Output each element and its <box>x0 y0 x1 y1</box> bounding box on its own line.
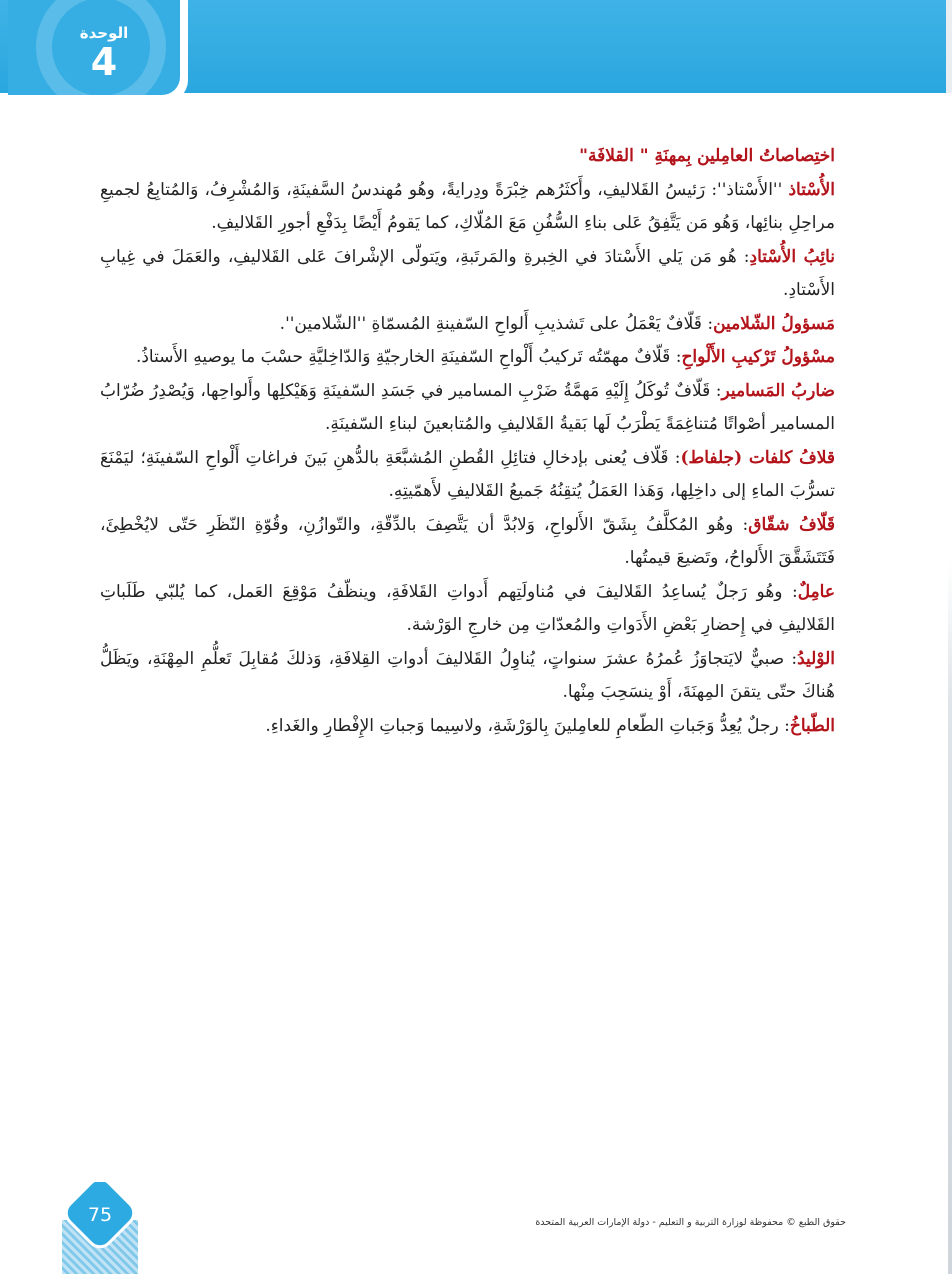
unit-number: 4 <box>90 40 118 84</box>
entry-text: : رجلٌ يُعِدُّ وَجَباتِ الطّعامِ للعامِلينَ بِالوَرْشَةِ، ولاسِيما وَجباتِ الإِفْطارِ والغَداءِ. <box>265 715 790 736</box>
page-badge <box>62 1182 138 1274</box>
entry-boy <box>100 643 835 710</box>
entry-text: : وهُو المُكلَّفُ بِشَقّ الأَلواحِ، وَلابُدَّ أن يَتَّصِفَ بالدِّقّةِ، والتّوازُنِ، وقُوّةِ النّظَرِ حَتّى لايُخْطِئَ، فَتَتَشَقَّقَ الأَلواحُ، وتَضيعَ قيمتُها. <box>100 514 835 568</box>
entry-splitter <box>100 509 835 576</box>
entry-ostadh <box>100 174 835 241</box>
entry-term: الوْليدُ <box>797 648 835 669</box>
entry-term: قَلّافُ شقّاق <box>748 514 836 535</box>
unit-tab <box>8 0 188 102</box>
entry-text: : صبيٌّ لايَتجاوَزُ عُمرُهُ عشرَ سنواتٍ، يُناوِلُ القَلاليفَ أدواتِ القِلافَةِ، وَذلكَ مُقابِلَ تَعلُّمِ المِهْنَةِ، ويَظَلُّ هُناكَ حتّى يتقنَ المِهنَةَ، أَوْ ينسَحِبَ مِنْها. <box>100 648 835 702</box>
entry-term: مسْؤولُ تَرْكيبِ الأَلْواحِ <box>681 347 835 367</box>
entry-text: : قَلّافٌ مهمّتُه تَركيبُ أَلْواحِ السّفينَةِ الخارجيّةِ وَالدّاخِليَّةِ حسْبَ ما يوصيهِ الأَستاذُ. <box>135 347 682 367</box>
entry-text: : وهُو رَجلٌ يُساعِدُ القَلاليفَ في مُناولَتِهم أَدواتِ القَلافَةِ، وينظّفُ مَوْقِعَ العَمل، كما يُلبّي طَلَباتِ القَلاليفِ في إِحضارِ بَعْضِ الأَدَواتِ والمُعدّاتِ مِن خارجِ الوَرْشة. <box>100 581 835 635</box>
entry-text: ''الأَسْتاذ'': رَئيسُ القَلاليفِ، وأَكثَرُهم خِبْرَةً ودِرايةً، وهُو مُهندسُ السَّفينَةِ، وَالمُشْرِفُ، وَالمُتابِعُ لجميعِ مراحِلِ بنائِها، وَهُو مَن يَتَّفِقُ عَلى بناءِ السُّفُنِ مَعَ المُلّاكِ، كما يَقومُ أَيْضًا بِدَفْعِ أجورِ القَلاليفِ. <box>100 179 835 233</box>
page-title: اختِصاصاتُ العامِلين بِمهنَةِ " القلافَة" <box>579 146 835 166</box>
entry-term: نائِبُ الأُسْتادِ <box>749 246 835 267</box>
entry-term: قلافُ كلفات (جلفاط) <box>680 447 835 468</box>
entry-shalamin <box>100 308 835 342</box>
entry-term: الأُسْتاذ <box>788 179 835 200</box>
entry-text: : قَلّاف يُعنى بإدخالِ فتائِلِ القُطنِ المُشبَّعَةِ بالدُّهنِ بَينَ فراغاتِ أَلْواحِ السّفينَةِ؛ ليَمْنَعَ تسرُّبَ الماءِ إلى داخِلِها، وَهَذا العَمَلُ يُتقِنُهُ جَميعُ القَلاليفِ لأَهمّيتِهِ. <box>100 447 835 501</box>
page-number: 75 <box>87 1204 113 1226</box>
copyright-notice: حقوق الطبع © محفوظة لوزارة التربية و التعليم - دولة الإمارات العربية المتحدة <box>535 1217 846 1228</box>
entry-cook <box>100 710 835 744</box>
entry-planks <box>100 341 835 375</box>
entry-caulker <box>100 442 835 509</box>
entry-term: مَسؤولُ الشّلامين <box>713 313 835 334</box>
page-edge <box>948 560 952 1274</box>
entry-term: ضاربُ المَسامير <box>721 380 835 401</box>
main-content <box>100 140 835 743</box>
entry-term: الطّباخُ <box>789 715 835 736</box>
entry-text: : قَلّافٌ يَعْمَلُ على تَشذيبِ أَلواحِ السّفينةِ المُسمّاةِ ''الشّلامين''. <box>279 313 714 334</box>
entry-text: : قَلّافٌ تُوكَلُ إِلَيْهِ مَهمَّةُ ضَرْبِ المسامير في جَسَدِ السّفينَةِ وَهَيْكلِها وأَلواحِها، وَيُصْدِرُ ضُرّابُ المسامير أصْواتًا مُتناغِمَةً يَطْرَبُ لَها بَقيةُ القَلاليفِ والمُتابعينَ لبناءِ السّفينَةِ. <box>100 380 835 434</box>
entry-worker <box>100 576 835 643</box>
entry-term: عامِلٌ <box>797 581 835 602</box>
entry-deputy <box>100 241 835 308</box>
entry-nails <box>100 375 835 442</box>
unit-label: الوحدة <box>79 24 129 42</box>
entry-text: : هُو مَن يَلي الأَسْتادَ في الخِبرةِ والمَرتَبةِ، ويَتولّى الإشْرافَ عَلى القَلاليفِ، والعَمَلَ في غِيابِ الأَسْتادِ. <box>100 246 835 300</box>
